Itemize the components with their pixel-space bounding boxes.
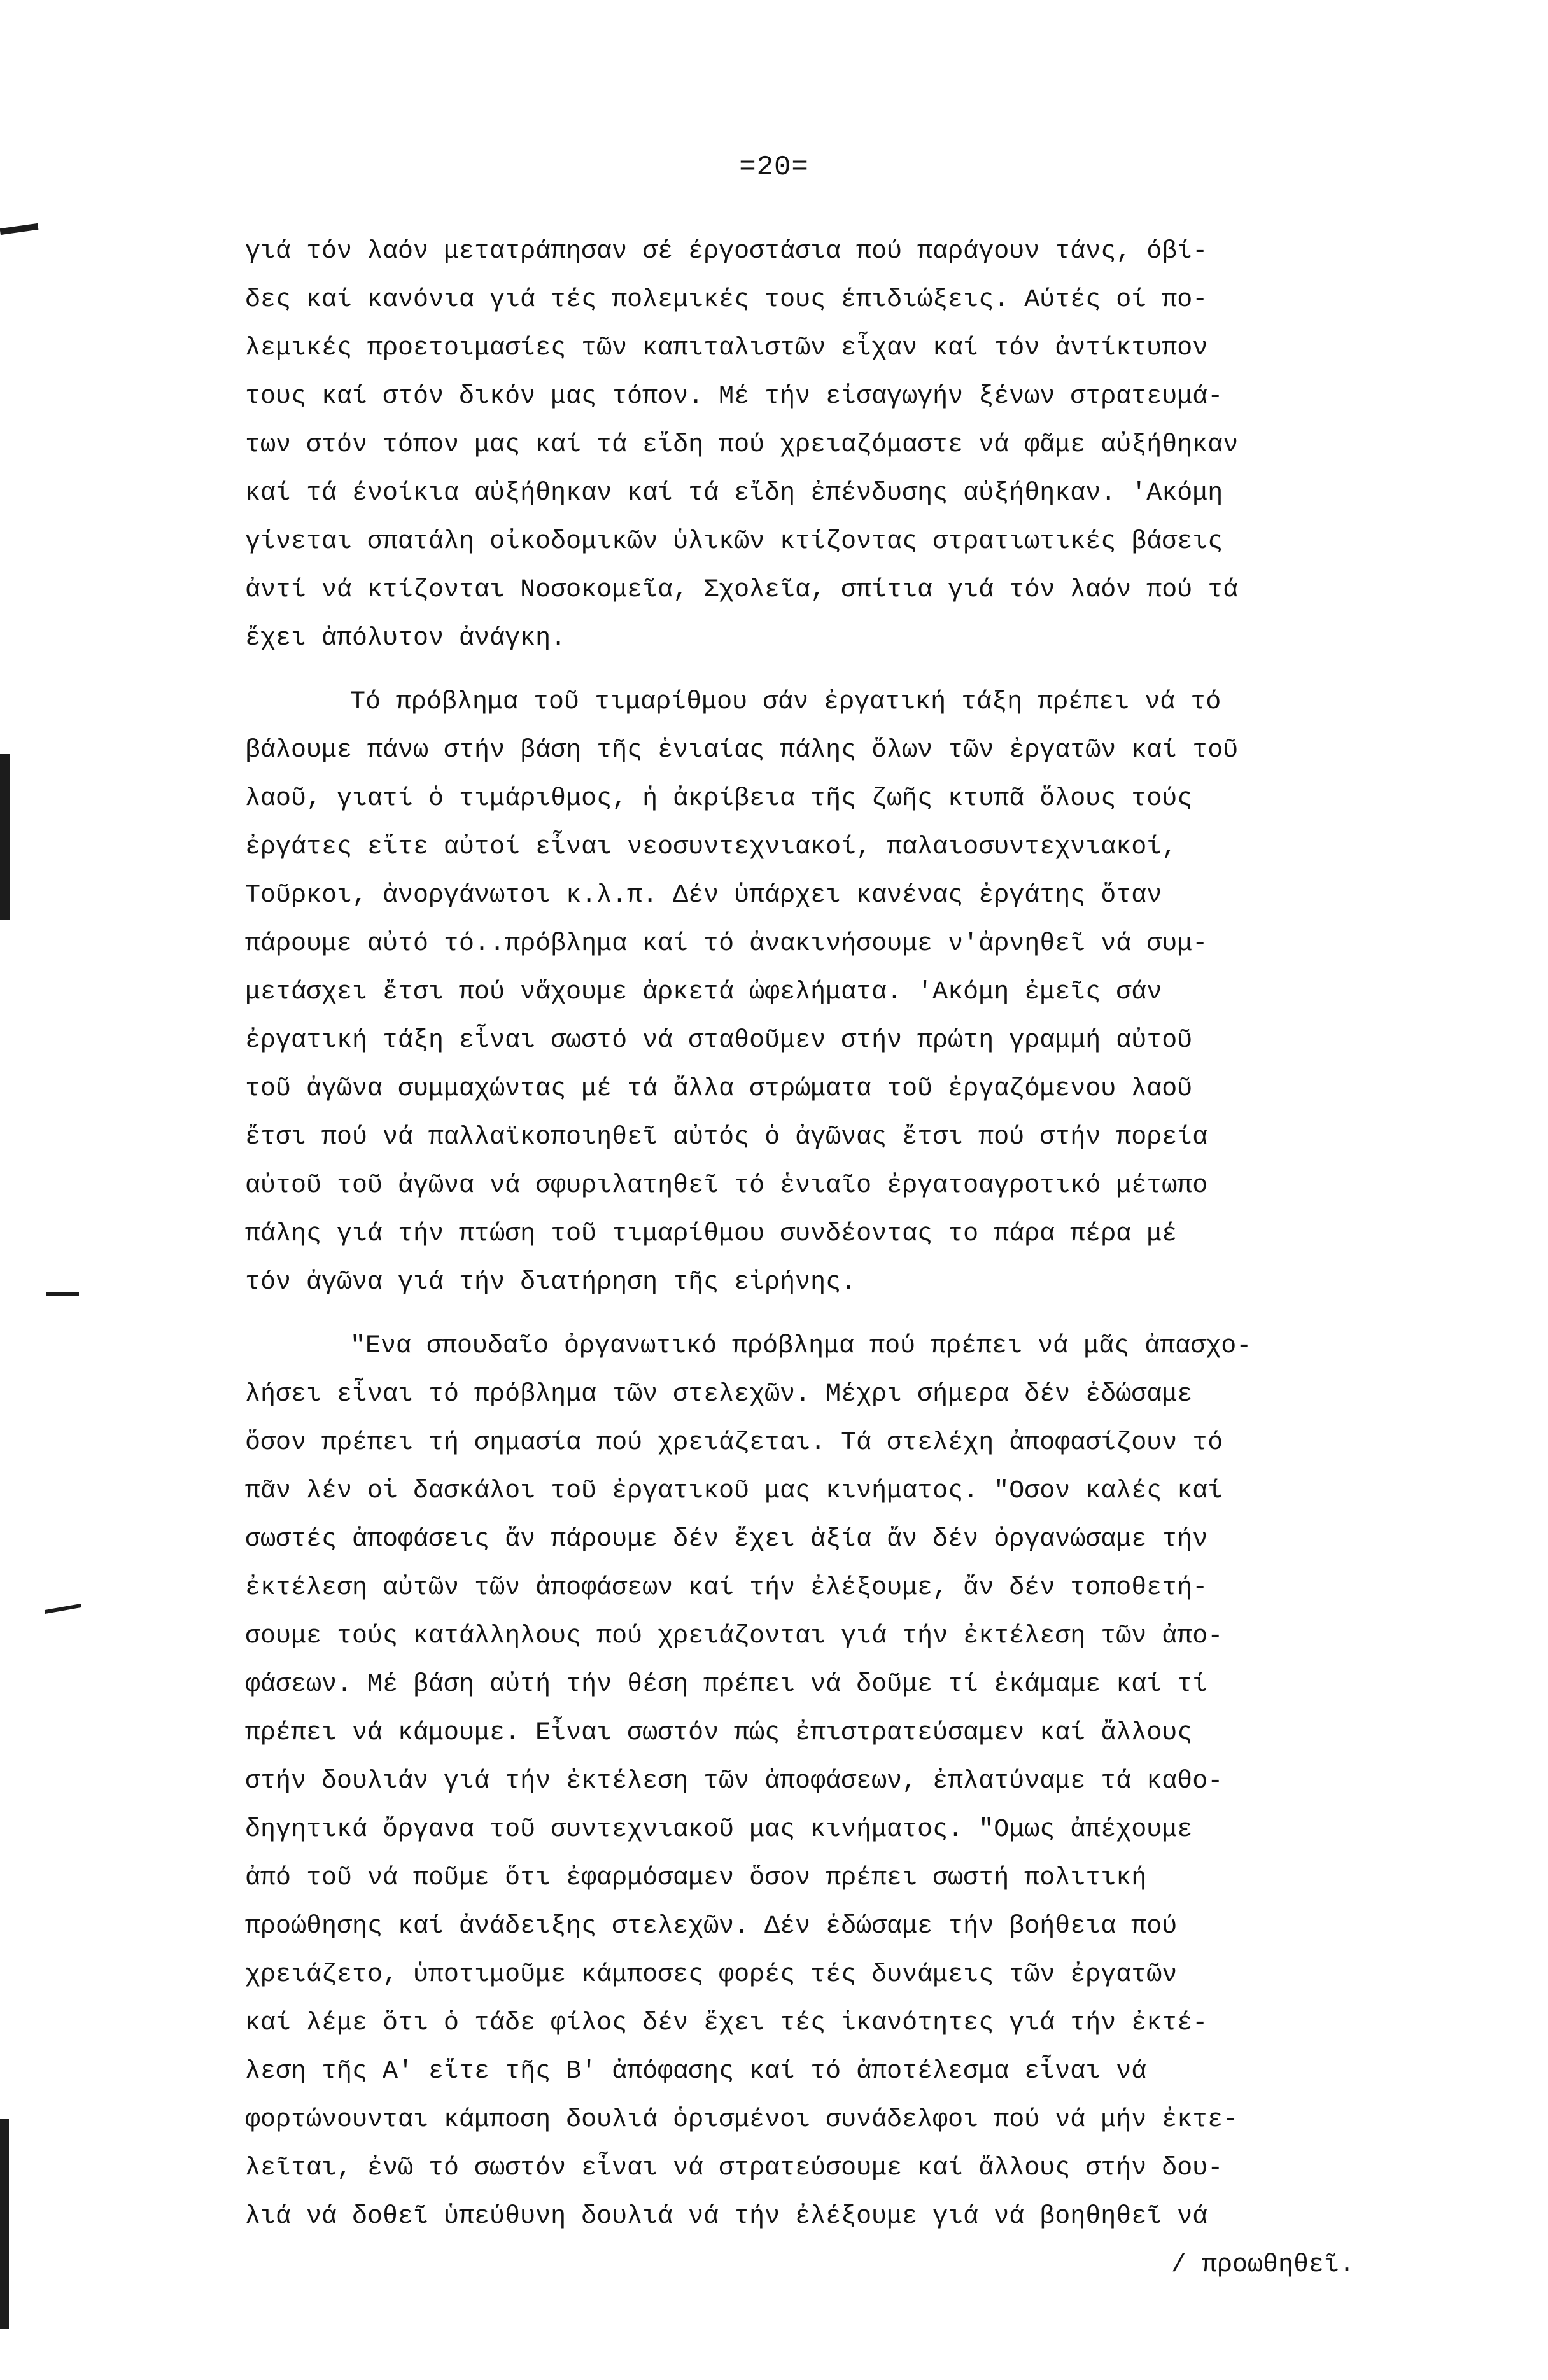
text-line: φορτώνουνται κάμποση δουλιά ὁρισμένοι συνάδελφοι πού νά μήν ἐκτε-	[245, 2106, 1239, 2134]
text-line: ἔτσι πού νά παλλαϊκοποιηθεῖ αὐτός ὁ ἀγῶνας ἔτσι πού στήν πορεία	[245, 1123, 1208, 1152]
text-line: φάσεων. Μέ βάση αὐτή τήν θέση πρέπει νά δοῦμε τί ἐκάμαμε καί τί	[245, 1670, 1208, 1699]
scan-mark	[0, 223, 38, 235]
scan-mark	[45, 1604, 81, 1614]
text-line: τόν ἀγῶνα γιά τήν διατήρηση τῆς εἰρήνης.	[245, 1268, 857, 1297]
text-line: τοῦ ἀγῶνα συμμαχώντας μέ τά ἄλλα στρώματα τοῦ ἐργαζόμενου λαοῦ	[245, 1075, 1193, 1103]
scan-mark	[0, 2119, 9, 2329]
text-line: στήν δουλιάν γιά τήν ἐκτέλεση τῶν ἀποφάσεων, ἐπλατύναμε τά καθο-	[245, 1767, 1223, 1796]
text-line: καί λέμε ὅτι ὁ τάδε φίλος δέν ἔχει τές ἱκανότητες γιά τήν ἐκτέ-	[245, 2009, 1208, 2038]
text-line: τους καί στόν δικόν μας τόπον. Μέ τήν εἰσαγωγήν ξένων στρατευμά-	[245, 382, 1223, 411]
text-line: γιά τόν λαόν μετατράπησαν σέ έργοστάσια πού παράγουν τάνς, όβί-	[245, 237, 1208, 266]
text-line: καί τά ένοίκια αὐξήθηκαν καί τά εἴδη ἐπένδυσης αὐξήθηκαν. 'Ακόμη	[245, 479, 1223, 508]
text-line: χρειάζετο, ὑποτιμοῦμε κάμποσες φορές τές δυνάμεις τῶν ἐργατῶν	[245, 1961, 1178, 1989]
paragraph-1	[245, 228, 1489, 663]
text-line: λήσει εἶναι τό πρόβλημα τῶν στελεχῶν. Μέχρι σήμερα δέν ἐδώσαμε	[245, 1380, 1193, 1409]
text-line: αὐτοῦ τοῦ ἀγῶνα νά σφυριλατηθεῖ τό ἑνιαῖο ἐργατοαγροτικό μέτωπο	[245, 1172, 1208, 1200]
text-line: των στόν τόπον μας καί τά εἴδη πού χρειαζόμαστε νά φᾶμε αὐξήθηκαν	[245, 431, 1239, 459]
scan-mark	[0, 754, 10, 920]
text-line: ἀντί νά κτίζονται Νοσοκομεῖα, Σχολεῖα, σπίτια γιά τόν λαόν πού τά	[245, 576, 1239, 605]
text-line: πᾶν λέν οἱ δασκάλοι τοῦ ἐργατικοῦ μας κινήματος. "Οσον καλές καί	[245, 1477, 1223, 1506]
text-line: πάλης γιά τήν πτώση τοῦ τιμαρίθμου συνδέοντας το πάρα πέρα μέ	[245, 1220, 1178, 1249]
paragraph-gap	[245, 1307, 1489, 1322]
text-line: ἐκτέλεση αὐτῶν τῶν ἀποφάσεων καί τήν ἐλέξουμε, ἄν δέν τοποθετή-	[245, 1574, 1208, 1602]
paragraph-3	[245, 1322, 1489, 2241]
text-line: ὅσον πρέπει τή σημασία πού χρειάζεται. Τά στελέχη ἀποφασίζουν τό	[245, 1429, 1223, 1457]
paragraph-gap	[245, 663, 1489, 678]
text-line: γίνεται σπατάλη οἰκοδομικῶν ὑλικῶν κτίζοντας στρατιωτικές βάσεις	[245, 528, 1223, 556]
text-line: σουμε τούς κατάλληλους πού χρειάζονται γιά τήν ἐκτέλεση τῶν ἀπο-	[245, 1622, 1223, 1651]
text-line: λεῖται, ἐνῶ τό σωστόν εἶναι νά στρατεύσουμε καί ἄλλους στήν δου-	[245, 2154, 1223, 2183]
text-line: ἔχει ἀπόλυτον ἀνάγκη.	[245, 624, 566, 653]
text-line: λαοῦ, γιατί ὁ τιμάριθμος, ἡ ἀκρίβεια τῆς ζωῆς κτυπᾶ ὅλους τούς	[245, 785, 1193, 813]
text-line: "Ενα σπουδαῖο ὀργανωτικό πρόβλημα πού πρέπει νά μᾶς ἀπασχο-	[350, 1332, 1252, 1361]
text-line: ἀπό τοῦ νά ποῦμε ὅτι ἐφαρμόσαμεν ὅσον πρέπει σωστή πολιτική	[245, 1864, 1147, 1893]
document-body	[245, 228, 1489, 2290]
text-line: δηγητικά ὄργανα τοῦ συντεχνιακοῦ μας κινήματος. "Ομως ἀπέχουμε	[245, 1816, 1193, 1844]
text-line: Τό πρόβλημα τοῦ τιμαρίθμου σάν ἐργατική τάξη πρέπει νά τό	[350, 688, 1221, 717]
text-line: μετάσχει ἔτσι πού νἄχουμε ἀρκετά ὠφελήματα. 'Ακόμη ἐμεῖς σάν	[245, 978, 1162, 1007]
paragraph-2	[245, 678, 1489, 1307]
scan-mark	[46, 1292, 79, 1296]
text-line: ἐργατική τάξη εἶναι σωστό νά σταθοῦμεν στήν πρώτη γραμμή αὐτοῦ	[245, 1026, 1193, 1055]
text-line: σωστές ἀποφάσεις ἄν πάρουμε δέν ἔχει ἀξία ἄν δέν ὀργανώσαμε τήν	[245, 1525, 1208, 1554]
text-line: δες καί κανόνια γιά τές πολεμικές τους έπιδιώξεις. Αύτές οί πο-	[245, 286, 1208, 314]
text-line: βάλουμε πάνω στήν βάση τῆς ἑνιαίας πάλης ὅλων τῶν ἐργατῶν καί τοῦ	[245, 736, 1239, 765]
text-line: ἐργάτες εἴτε αὐτοί εἶναι νεοσυντεχνιακοί, παλαιοσυντεχνιακοί,	[245, 833, 1178, 862]
page-number: =20=	[739, 151, 809, 183]
text-line: πρέπει νά κάμουμε. Εἶναι σωστόν πώς ἐπιστρατεύσαμεν καί ἄλλους	[245, 1719, 1193, 1747]
text-line: λεμικές προετοιμασίες τῶν καπιταλιστῶν εἶχαν καί τόν ἀντίκτυπον	[245, 334, 1208, 363]
text-line: λεση τῆς Α' εἴτε τῆς Β' ἀπόφασης καί τό ἀποτέλεσμα εἶναι νά	[245, 2057, 1147, 2086]
continuation-signoff: / προωθηθεῖ.	[1171, 2251, 1355, 2279]
text-line: Τοῦρκοι, ἀνοργάνωτοι κ.λ.π. Δέν ὑπάρχει κανένας ἐργάτης ὅταν	[245, 881, 1162, 910]
text-line: προώθησης καί ἀνάδειξης στελεχῶν. Δέν ἐδώσαμε τήν βοήθεια πού	[245, 1912, 1178, 1941]
text-line: λιά νά δοθεῖ ὑπεύθυνη δουλιά νά τήν ἐλέξουμε γιά νά βοηθηθεῖ νά	[245, 2202, 1208, 2231]
text-line: πάρουμε αὐτό τό..πρόβλημα καί τό ἀνακινήσουμε ν'ἀρνηθεῖ νά συμ-	[245, 930, 1208, 958]
